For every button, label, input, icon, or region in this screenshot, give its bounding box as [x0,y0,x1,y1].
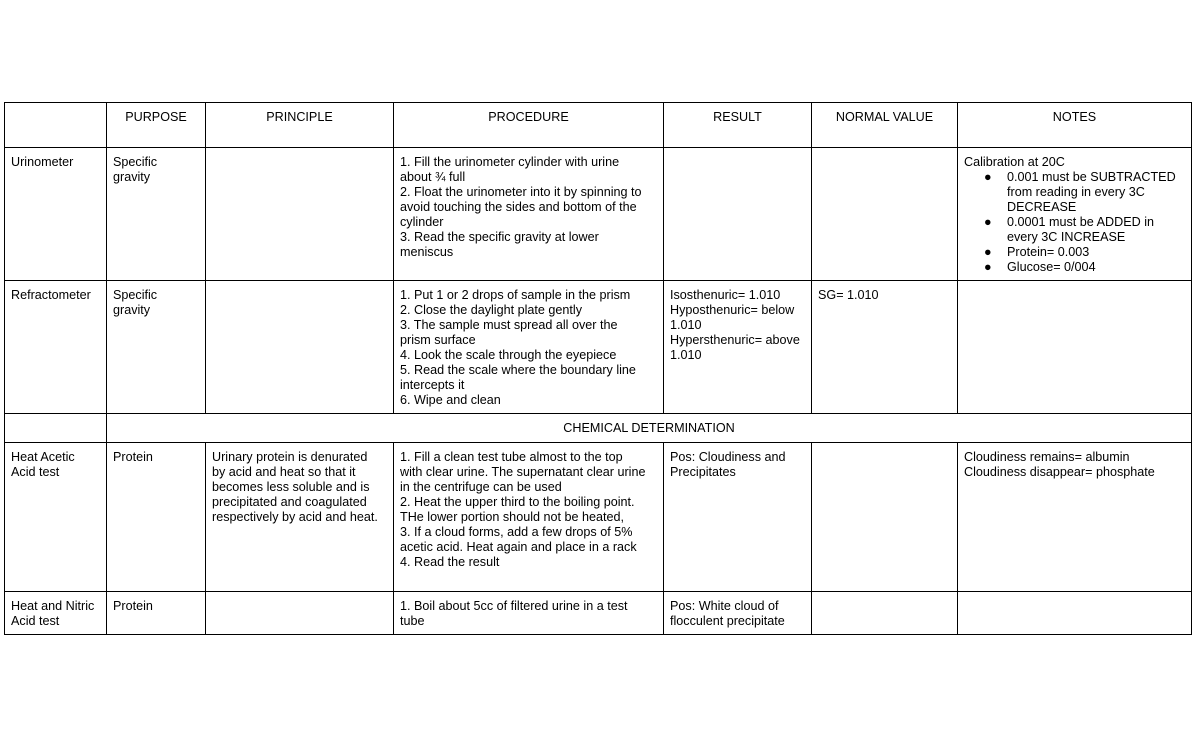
principle-cell: Urinary protein is denurated by acid and heat so that it becomes less soluble and is precipitated and coagulated respectively by acid and heat. [206,443,394,592]
test-name-cell: Urinometer [5,148,107,281]
notes-bullet-item [964,245,1185,260]
normal-value-cell [812,592,958,635]
header-cell-result: RESULT [664,103,812,148]
result-cell: Isosthenuric= 1.010 Hyposthenuric= below 1.010 Hypersthenuric= above 1.010 [664,281,812,414]
purpose-cell: Specific gravity [107,281,206,414]
notes-cell [958,592,1192,635]
notes-bullet-item [964,260,1185,275]
purpose-cell: Protein [107,592,206,635]
lab-tests-table [4,102,1192,635]
section-blank-cell [5,414,107,443]
header-cell-purpose: PURPOSE [107,103,206,148]
notes-bullet-text: 0.0001 must be ADDED in every 3C INCREASE [1007,215,1155,244]
result-cell: Pos: White cloud of flocculent precipitate [664,592,812,635]
notes-bullet-text: 0.001 must be SUBTRACTED from reading in every 3C DECREASE [1007,170,1176,214]
header-row [5,103,1192,148]
bullet-icon: ● [984,260,992,274]
procedure-cell: 1. Boil about 5cc of filtered urine in a test tube [394,592,664,635]
normal-value-cell: SG= 1.010 [812,281,958,414]
notes-bullet-item [964,170,1185,215]
normal-value-cell [812,148,958,281]
notes-cell: Cloudiness remains= albumin Cloudiness disappear= phosphate [958,443,1192,592]
result-cell [664,148,812,281]
result-cell: Pos: Cloudiness and Precipitates [664,443,812,592]
notes-bullet-item [964,215,1185,245]
notes-cell [958,281,1192,414]
procedure-cell: 1. Fill a clean test tube almost to the top with clear urine. The supernatant clear urine in the centrifuge can be used 2. Heat the upper third to the boiling point. THe lower portion should not be heated, 3. If a cloud forms, add a few drops of 5% acetic acid. Heat again and place in a rack 4. Read the result [394,443,664,592]
table-row-refractometer [5,281,1192,414]
test-name-cell: Heat Acetic Acid test [5,443,107,592]
normal-value-cell [812,443,958,592]
table-row-urinometer [5,148,1192,281]
test-name-cell: Refractometer [5,281,107,414]
header-cell-test [5,103,107,148]
notes-intro: Calibration at 20C [964,155,1065,169]
bullet-icon: ● [984,170,992,184]
test-name-cell: Heat and Nitric Acid test [5,592,107,635]
principle-cell [206,592,394,635]
bullet-icon: ● [984,245,992,259]
notes-bullet-text: Glucose= 0/004 [1007,260,1096,274]
table-row-heat-nitric [5,592,1192,635]
header-cell-notes: NOTES [958,103,1192,148]
header-cell-normal-value: NORMAL VALUE [812,103,958,148]
header-cell-principle: PRINCIPLE [206,103,394,148]
principle-cell [206,148,394,281]
header-cell-procedure: PROCEDURE [394,103,664,148]
procedure-cell: 1. Fill the urinometer cylinder with urine about ¾ full 2. Float the urinometer into it by spinning to avoid touching the sides and bottom of the cylinder 3. Read the specific gravity at lower meniscus [394,148,664,281]
notes-bullet-list [964,170,1185,275]
notes-cell [958,148,1192,281]
purpose-cell: Protein [107,443,206,592]
section-title: CHEMICAL DETERMINATION [107,414,1192,443]
bullet-icon: ● [984,215,992,229]
principle-cell [206,281,394,414]
purpose-cell: Specific gravity [107,148,206,281]
notes-bullet-text: Protein= 0.003 [1007,245,1090,259]
procedure-cell: 1. Put 1 or 2 drops of sample in the prism 2. Close the daylight plate gently 3. The sample must spread all over the prism surface 4. Look the scale through the eyepiece 5. Read the scale where the boundary line intercepts it 6. Wipe and clean [394,281,664,414]
table-row-heat-acetic [5,443,1192,592]
section-row [5,414,1192,443]
